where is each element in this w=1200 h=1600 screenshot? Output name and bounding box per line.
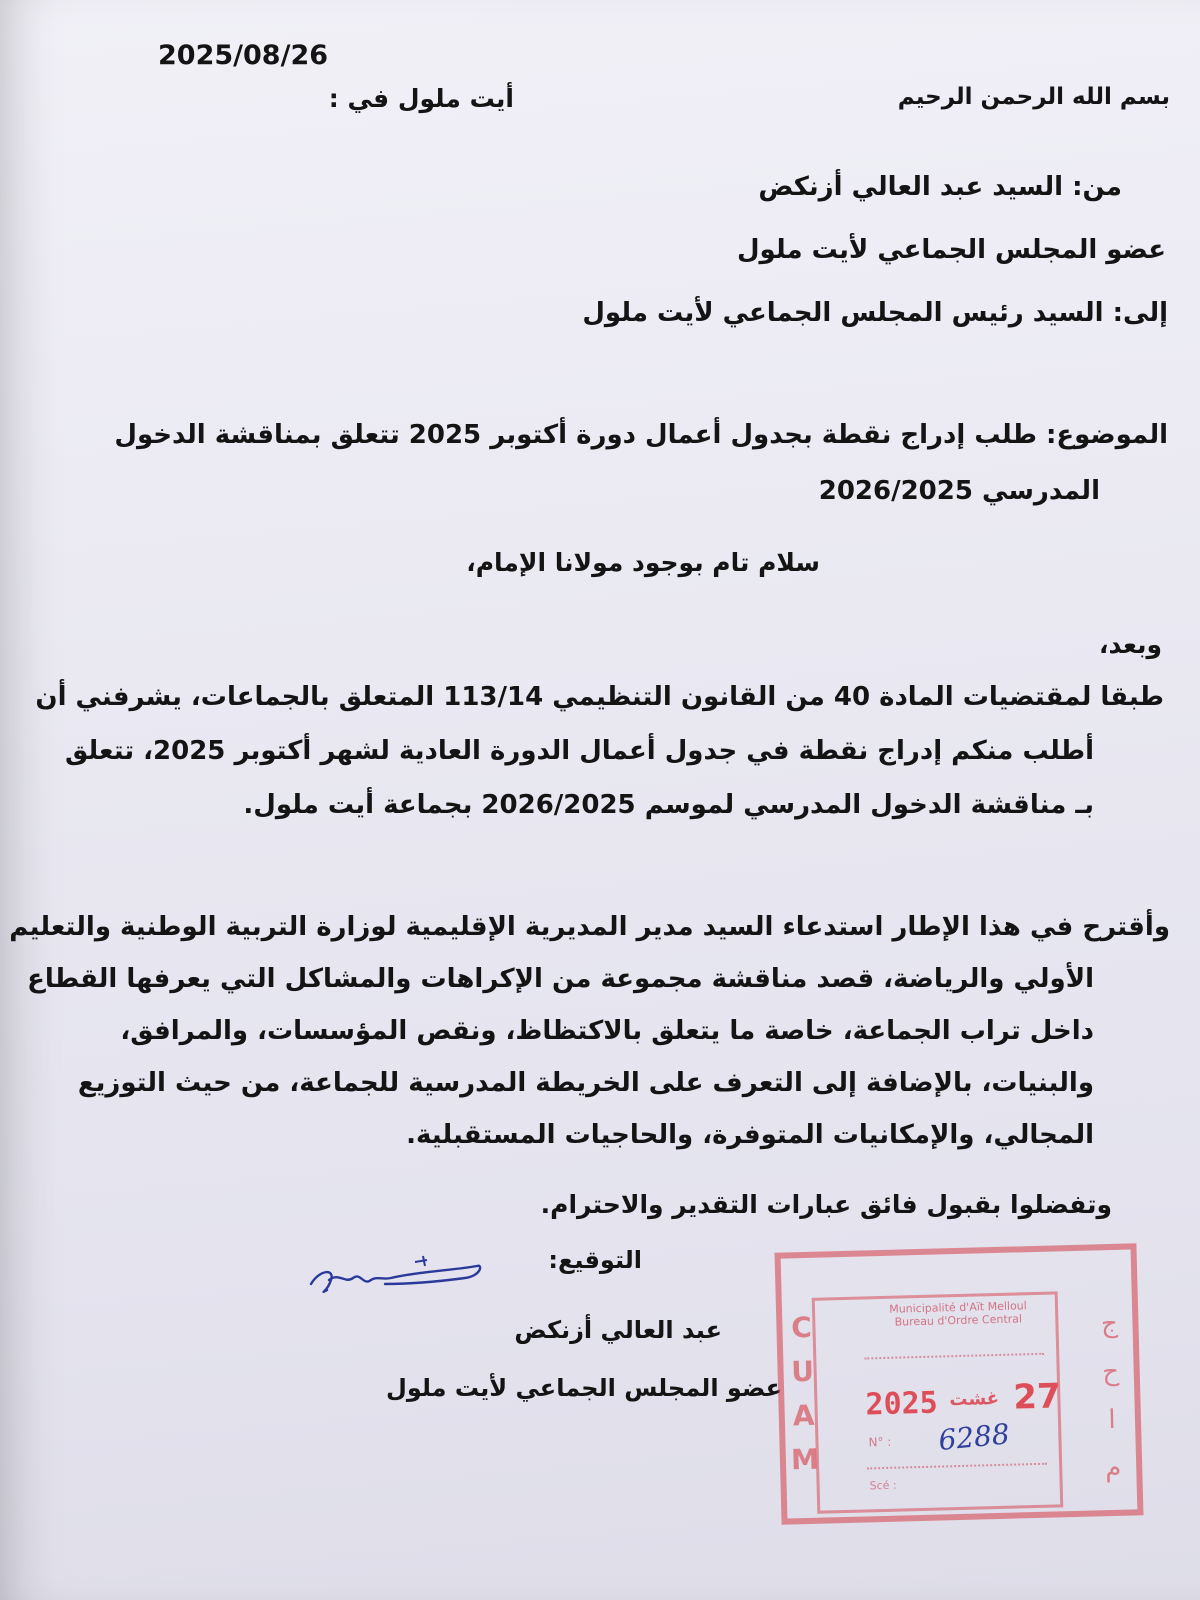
paragraph1-line3: بـ مناقشة الدخول المدرسي لموسم 2026/2025 بجماعة أيت ملول. bbox=[243, 790, 1094, 820]
paragraph1-line1: طبقا لمقتضيات المادة 40 من القانون التنظيمي 113/14 المتعلق بالجماعات، يشرفني أن bbox=[35, 682, 1164, 712]
paragraph1-line2: أطلب منكم إدراج نقطة في جدول أعمال الدورة العادية لشهر أكتوبر 2025، تتعلق bbox=[64, 736, 1094, 766]
stamp-number-label: N° : bbox=[868, 1434, 892, 1450]
paragraph2-line5: المجالي، والإمكانيات المتوفرة، والحاجيات المستقبلية. bbox=[406, 1120, 1094, 1150]
stamp-month: غشت bbox=[949, 1387, 1000, 1411]
greeting: سلام تام بوجود مولانا الإمام، bbox=[466, 548, 820, 577]
basmala: بسم الله الرحمن الرحيم bbox=[897, 84, 1170, 110]
stamp-arabic-letters: ج ح ا م bbox=[1100, 1308, 1122, 1484]
signatory-name: عبد العالي أزنكض bbox=[514, 1316, 722, 1344]
paragraph2-line4: والبنيات، بالإضافة إلى التعرف على الخريطة المدرسية للجماعة، من حيث التوزيع bbox=[77, 1068, 1094, 1098]
sender-line: من: السيد عبد العالي أزنكض bbox=[758, 172, 1122, 202]
subject-line-2: المدرسي 2026/2025 bbox=[818, 476, 1100, 506]
place-date-label: أيت ملول في : bbox=[328, 84, 514, 113]
stamp-divider bbox=[864, 1353, 1044, 1360]
paragraph2-line1: وأقترح في هذا الإطار استدعاء السيد مدير المديرية الإقليمية لوزارة التربية الوطنية والتعليم bbox=[9, 912, 1170, 942]
stamp-inner-frame bbox=[812, 1291, 1064, 1513]
paragraph2-line3: داخل تراب الجماعة، خاصة ما يتعلق بالاكتظاظ، ونقص المؤسسات، والمرافق، bbox=[120, 1016, 1094, 1046]
opening-word: وبعد، bbox=[1099, 630, 1162, 659]
stamp-day: 27 bbox=[1012, 1376, 1062, 1418]
subject-line-1: الموضوع: طلب إدراج نقطة بجدول أعمال دورة أكتوبر 2025 تتعلق بمناقشة الدخول bbox=[114, 420, 1168, 450]
stamp-header: Municipalité d'Aït Melloul Bureau d'Ordre Central bbox=[889, 1299, 1027, 1329]
registration-stamp bbox=[775, 1243, 1144, 1524]
sender-role: عضو المجلس الجماعي لأيت ملول bbox=[737, 235, 1166, 265]
paragraph2-line2: الأولي والرياضة، قصد مناقشة مجموعة من الإكراهات والمشاكل التي يعرفها القطاع bbox=[27, 964, 1094, 994]
letter-date: 2025/08/26 bbox=[158, 40, 329, 71]
handwritten-signature bbox=[305, 1250, 485, 1300]
stamp-side-letters: C U A M bbox=[790, 1310, 820, 1477]
closing-line: وتفضلوا بقبول فائق عبارات التقدير والاحترام. bbox=[540, 1190, 1112, 1219]
recipient-line: إلى: السيد رئيس المجلس الجماعي لأيت ملول bbox=[582, 298, 1168, 328]
stamp-year: 2025 bbox=[865, 1385, 939, 1423]
stamp-registration-number: 6288 bbox=[936, 1417, 1012, 1457]
stamp-divider bbox=[867, 1463, 1047, 1470]
signature-label: التوقيع: bbox=[548, 1246, 642, 1274]
signatory-role: عضو المجلس الجماعي لأيت ملول bbox=[386, 1374, 782, 1402]
stamp-service-label: Scé : bbox=[869, 1478, 897, 1493]
